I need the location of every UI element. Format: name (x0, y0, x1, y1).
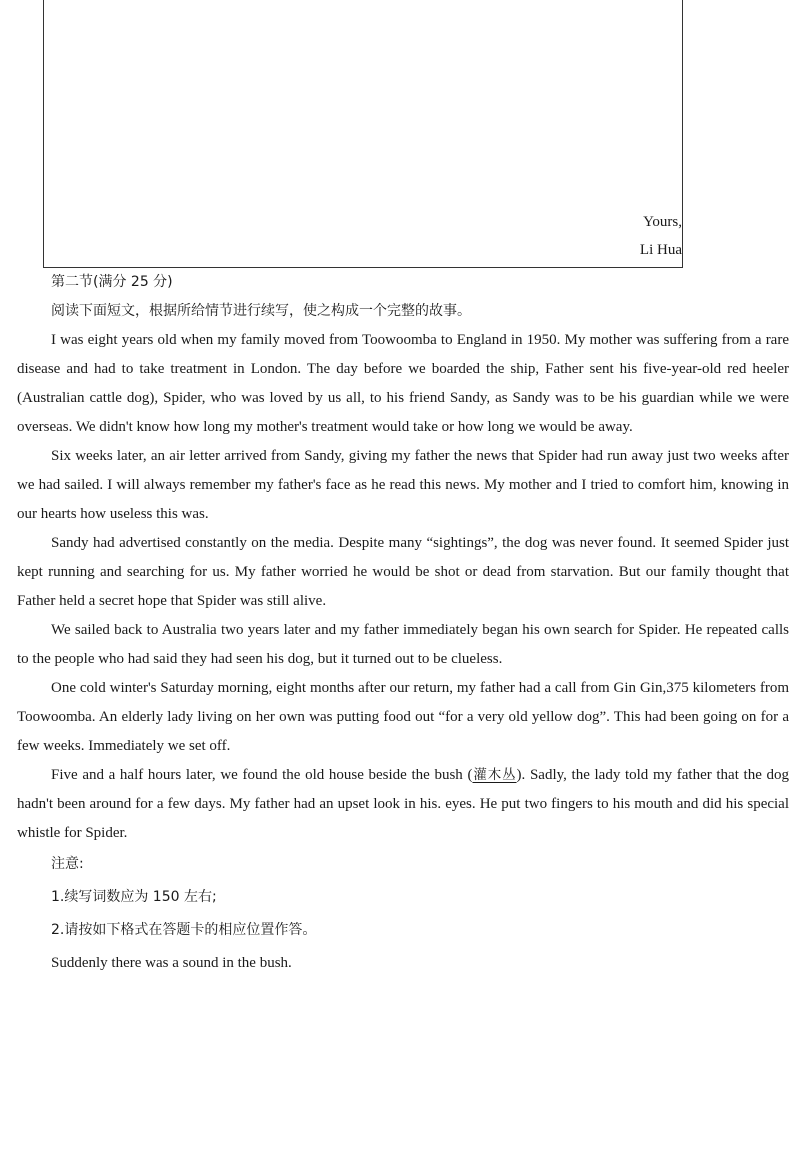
story-paragraph-6-start: Five and a half hours later, we found the old house beside the bush ( (51, 767, 473, 783)
section-title: 第二节(满分 25 分) (51, 274, 173, 290)
letter-signature: Li Hua (639, 242, 682, 258)
section-instruction: 阅读下面短文，根据所给情节进行续写，使之构成一个完整的故事。 (51, 303, 471, 319)
glossary-term: 灌木丛 (472, 767, 517, 783)
story-paragraph-2: Six weeks later, an air letter arrived from Sandy, giving my father the news that Spider had run away just two weeks after we had sailed. I will always remember my father's face as he read this news. My mother and I tried to comfort him, knowing in our hearts how useless this was. (17, 448, 789, 522)
story-paragraph-6 (17, 761, 789, 848)
letter-answer-box (43, 0, 683, 268)
story-paragraph-1: I was eight years old when my family moved from Toowoomba to England in 1950. My mother was suffering from a rare disease and had to take treatment in London. The day before we boarded the ship, Father sent his five-year-old red heeler (Australian cattle dog), Spider, who was loved by us all, to his friend Sandy, as Sandy was to be his guardian while we were overseas. We didn't know how long my mother's treatment would take or how long we would be away. (17, 332, 789, 435)
story-paragraph-3: Sandy had advertised constantly on the media. Despite many “sightings”, the dog was never found. It seemed Spider just kept running and searching for us. My father worried he would be shot or dead from starvation. But our family thought that Father held a secret hope that Spider was still alive. (17, 535, 789, 609)
note-item-2: 2.请按如下格式在答题卡的相应位置作答。 (51, 922, 317, 938)
continuation-starter: Suddenly there was a sound in the bush. (51, 955, 292, 971)
section-two (17, 268, 789, 980)
story-paragraph-5: One cold winter's Saturday morning, eight months after our return, my father had a call from Gin Gin,375 kilometers from Toowoomba. An elderly lady living on her own was putting food out “for a very old yellow dog”. This had been going on for a few weeks. Immediately we set off. (17, 680, 789, 754)
note-item-1: 1.续写词数应为 150 左右; (51, 889, 217, 905)
story-paragraph-6-end: ). Sadly, the lady told my father that the dog hadn't been around for a few days. My father had an upset look in his. eyes. He put two fingers to his mouth and did his special whistle for Spider. (17, 767, 790, 841)
notes-title: 注意: (51, 856, 84, 872)
letter-closing: Yours, (643, 214, 682, 230)
story-paragraph-4: We sailed back to Australia two years later and my father immediately began his own search for Spider. He repeated calls to the people who had said they had seen his dog, but it turned out to be clueless. (17, 622, 789, 667)
